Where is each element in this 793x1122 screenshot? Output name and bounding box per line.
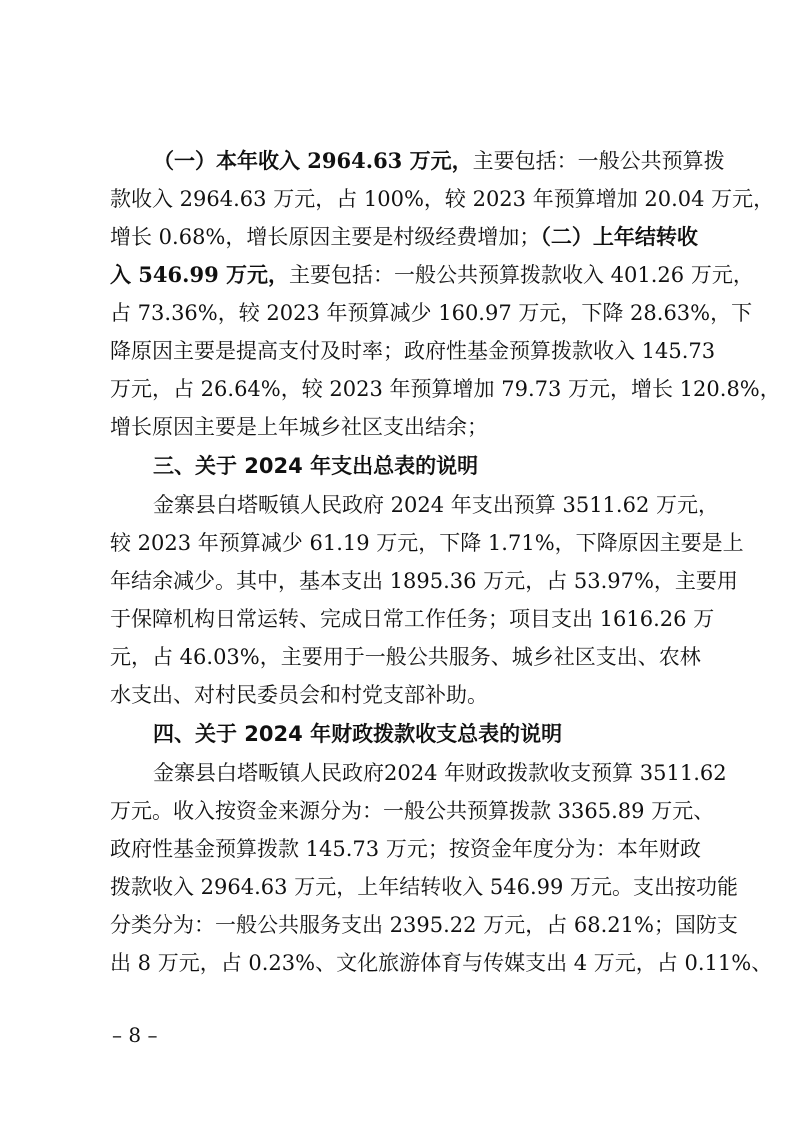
paragraph-line: 较 2023 年预算减少 61.19 万元，下降 1.71%，下降原因主要是上 [110,531,744,555]
section-heading-fiscal-appropriation: 四、关于 2024 年财政拨款收支总表的说明 [153,722,563,746]
bold-phrase-current-income: （一）本年收入 2964.63 万元， [153,148,473,173]
paragraph-line: 款收入 2964.63 万元，占 100%，较 2023 年预算增加 20.04 万元， [110,187,775,211]
paragraph-line: 金寨县白塔畈镇人民政府2024 年财政拨款收支预算 3511.62 [153,761,727,785]
paragraph-line: 出 8 万元，占 0.23%、文化旅游体育与传媒支出 4 万元，占 0.11%、 [110,951,773,975]
paragraph-line: 拨款收入 2964.63 万元，上年结转收入 546.99 万元。支出按功能 [110,875,739,899]
text-fragment: 增长 0.68%，增长原因主要是村级经费增加； [110,225,541,249]
paragraph-line: 万元，占 26.64%，较 2023 年预算增加 79.73 万元，增长 120.8%， [110,377,781,401]
paragraph-line: 元，占 46.03%，主要用于一般公共服务、城乡社区支出、农林 [110,645,701,669]
text-fragment: 主要包括：一般公共预算拨 [472,149,725,173]
section-heading-expenditure: 三、关于 2024 年支出总表的说明 [153,454,479,478]
paragraph-line: 年结余减少。其中，基本支出 1895.36 万元，占 53.97%，主要用 [110,569,738,593]
paragraph-line: 万元。收入按资金来源分为：一般公共预算拨款 3365.89 万元、 [110,799,715,823]
paragraph-line [153,146,725,176]
paragraph-line: 金寨县白塔畈镇人民政府 2024 年支出预算 3511.62 万元， [153,493,719,517]
bold-phrase-carryover-amount: 入 546.99 万元， [110,262,289,287]
paragraph-line: 于保障机构日常运转、完成日常工作任务；项目支出 1616.26 万 [110,607,715,631]
paragraph-line: 占 73.36%，较 2023 年预算减少 160.97 万元，下降 28.63%，下 [110,301,753,325]
paragraph-line: 分类分为：一般公共服务支出 2395.22 万元，占 68.21%；国防支 [110,913,738,937]
text-fragment: 主要包括：一般公共预算拨款收入 401.26 万元， [289,263,754,287]
paragraph-line [110,222,698,252]
paragraph-line: 降原因主要是提高支付及时率；政府性基金预算拨款收入 145.73 [110,339,716,363]
paragraph-line: 增长原因主要是上年城乡社区支出结余； [110,415,488,439]
paragraph-line [110,260,754,290]
page-number: – 8 – [112,1023,158,1047]
paragraph-line: 水支出、对村民委员会和村党支部补助。 [110,683,488,707]
bold-phrase-carryover-income: （二）上年结转收 [540,224,698,249]
paragraph-line: 政府性基金预算拨款 145.73 万元；按资金年度分为：本年财政 [110,837,701,861]
